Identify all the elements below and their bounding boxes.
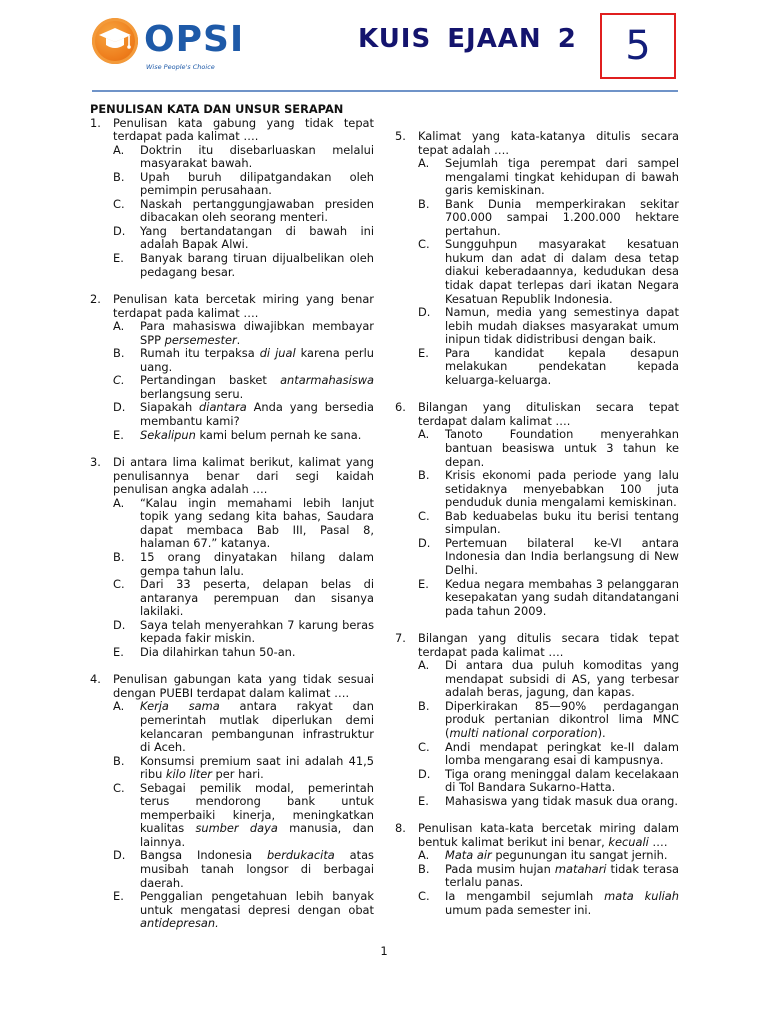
option-label: C. xyxy=(418,739,430,754)
answer-option[interactable] xyxy=(113,320,374,347)
right-column xyxy=(395,103,679,917)
answer-option[interactable] xyxy=(418,198,679,239)
question-number: 5. xyxy=(395,129,406,143)
option-text: 15 orang dinyatakan hilang dalam gempa tahun lalu. xyxy=(140,549,374,578)
question-stem: Di antara lima kalimat berikut, kalimat yang penulisannya benar dari segi kaidah penulisan angka adalah …. xyxy=(113,455,374,497)
question-stem: Penulisan kata gabung yang tidak tepat terdapat pada kalimat …. xyxy=(113,115,374,144)
option-label: D. xyxy=(418,535,431,550)
answer-option[interactable] xyxy=(418,306,679,347)
answer-option[interactable] xyxy=(113,578,374,619)
answer-option[interactable] xyxy=(113,849,374,890)
option-text: Tanoto Foundation menyerahkan bantuan beasiswa untuk 3 tahun ke depan. xyxy=(445,427,679,469)
answer-option[interactable] xyxy=(113,252,374,279)
answer-option[interactable] xyxy=(418,849,679,863)
option-label: A. xyxy=(113,495,125,510)
quiz-title: KUIS EJAAN 2 xyxy=(358,24,577,54)
page-number: 1 xyxy=(380,944,388,958)
answer-option[interactable] xyxy=(113,782,374,850)
option-text: Penggalian pengetahuan lebih banyak untuk mengatasi depresi dengan obat antidepresan. xyxy=(140,889,374,931)
answer-option[interactable] xyxy=(418,768,679,795)
question-stem: Penulisan kata-kata bercetak miring dalam bentuk kalimat berikut ini benar, kecuali …. xyxy=(418,821,679,849)
option-label: A. xyxy=(113,699,125,714)
option-label: E. xyxy=(418,345,429,360)
answer-option[interactable] xyxy=(113,225,374,252)
option-text: Namun, media yang semestinya dapat lebih mudah diakses masyarakat umum inipun tidak didistribusi dengan baik. xyxy=(445,305,679,347)
answer-option[interactable] xyxy=(113,646,374,660)
option-label: C. xyxy=(113,780,125,795)
option-label: C. xyxy=(113,373,125,388)
question-number: 1. xyxy=(90,115,101,130)
option-label: A. xyxy=(418,658,430,673)
score-box xyxy=(600,13,676,79)
option-label: D. xyxy=(418,766,431,781)
answer-option[interactable] xyxy=(418,428,679,469)
answer-option[interactable] xyxy=(418,510,679,537)
option-label: C. xyxy=(113,196,125,211)
option-text: Kedua negara membahas 3 pelanggaran kesepakatan yang sudah ditandatangani pada tahun 2009. xyxy=(445,576,679,618)
option-label: A. xyxy=(113,319,125,334)
option-text: Pertandingan basket antarmahasiswa berlangsung seru. xyxy=(140,373,374,401)
question-item xyxy=(90,673,374,930)
question-gap xyxy=(90,659,374,673)
option-text: Dia dilahirkan tahun 50-an. xyxy=(140,644,296,659)
question-item xyxy=(395,822,679,917)
answer-option[interactable] xyxy=(113,551,374,578)
option-label: B. xyxy=(113,753,125,768)
right-question-list xyxy=(395,130,679,917)
option-text: Di antara dua puluh komoditas yang mendapat subsidi di AS, yang terbesar adalah beras, jagung, dan kapas. xyxy=(445,658,679,700)
answer-option[interactable] xyxy=(418,578,679,619)
answer-option[interactable] xyxy=(113,619,374,646)
option-label: E. xyxy=(418,793,429,808)
option-text: Sejumlah tiga perempat dari sampel mengalami tingkat kehidupan di bawah garis kemiskinan. xyxy=(445,156,679,198)
answer-option[interactable] xyxy=(113,700,374,754)
option-label: B. xyxy=(113,346,125,361)
option-list xyxy=(418,157,679,387)
answer-option[interactable] xyxy=(418,469,679,510)
question-stem: Bilangan yang ditulis secara tidak tepat terdapat pada kalimat …. xyxy=(418,631,679,659)
option-text: “Kalau ingin memahami lebih lanjut topik yang sedang kita bahas, Saudara dapat membaca Bab III, Pasal 8, halaman 67.” katanya. xyxy=(140,495,374,551)
option-label: A. xyxy=(113,142,125,157)
answer-option[interactable] xyxy=(113,890,374,931)
option-text: Krisis ekonomi pada periode yang lalu setidaknya menyebabkan 100 juta penduduk dunia mengalami kemiskinan. xyxy=(445,468,679,510)
logo-wordmark: OPSI xyxy=(144,19,245,60)
question-number: 7. xyxy=(395,631,406,646)
option-text: Konsumsi premium saat ini adalah 41,5 ribu kilo liter per hari. xyxy=(140,753,374,782)
option-label: D. xyxy=(113,223,126,238)
option-label: C. xyxy=(418,237,430,252)
answer-option[interactable] xyxy=(418,741,679,768)
section-title: PENULISAN KATA DAN UNSUR SERAPAN xyxy=(90,102,344,116)
left-question-list xyxy=(90,117,374,931)
answer-option[interactable] xyxy=(418,863,679,890)
question-number: 4. xyxy=(90,672,101,687)
option-label: B. xyxy=(418,861,430,876)
right-column-spacer xyxy=(395,103,679,130)
question-stem: Penulisan gabungan kata yang tidak sesuai dengan PUEBI terdapat dalam kalimat …. xyxy=(113,672,374,700)
answer-option[interactable] xyxy=(113,171,374,198)
option-text: Sungguhpun masyarakat kesatuan hukum dan adat di dalam desa tetap diakui keberadaannya, kedudukan desa tidak dapat terlepas dari ikatan Negara Kesatuan Republik Indonesia. xyxy=(445,237,679,306)
option-text: Rumah itu terpaksa di jual karena perlu uang. xyxy=(140,346,374,374)
option-text: Pada musim hujan matahari tidak terasa terlalu panas. xyxy=(445,861,679,890)
option-list xyxy=(418,428,679,618)
option-text: Bab keduabelas buku itu berisi tentang simpulan. xyxy=(445,508,679,537)
answer-option[interactable] xyxy=(113,374,374,401)
question-stem: Bilangan yang dituliskan secara tepat terdapat dalam kalimat …. xyxy=(418,400,679,428)
question-gap xyxy=(395,808,679,822)
option-label: A. xyxy=(418,427,430,442)
option-text: Para mahasiswa diwajibkan membayar SPP persemester. xyxy=(140,319,374,347)
question-item xyxy=(90,456,374,659)
answer-option[interactable] xyxy=(113,401,374,428)
answer-option[interactable] xyxy=(113,497,374,551)
option-list xyxy=(113,320,374,442)
answer-option[interactable] xyxy=(418,537,679,578)
option-list xyxy=(418,849,679,917)
question-stem: Penulisan kata bercetak miring yang benar terdapat pada kalimat …. xyxy=(113,292,374,320)
option-list xyxy=(418,659,679,808)
answer-option[interactable] xyxy=(418,795,679,809)
question-stem: Kalimat yang kata-katanya ditulis secara tepat adalah …. xyxy=(418,129,679,157)
option-label: D. xyxy=(113,848,126,863)
option-text: Siapakah diantara Anda yang bersedia membantu kami? xyxy=(140,400,374,429)
option-text: Doktrin itu disebarluaskan melalui masyarakat bawah. xyxy=(140,142,374,171)
option-text: Diperkirakan 85—90% perdagangan produk pertanian dikontrol lima MNC (multi national corporation). xyxy=(445,698,679,740)
option-text: Andi mendapat peringkat ke-II dalam lomba mengarang esai di kampusnya. xyxy=(445,739,679,768)
question-number: 2. xyxy=(90,292,101,307)
option-text: Sekalipun kami belum pernah ke sana. xyxy=(140,427,362,442)
answer-option[interactable] xyxy=(418,890,679,917)
option-text: Tiga orang meninggal dalam kecelakaan di Tol Bandara Sukarno-Hatta. xyxy=(445,766,679,795)
option-text: Ia mengambil sejumlah mata kuliah umum pada semester ini. xyxy=(445,888,679,917)
question-number: 3. xyxy=(90,455,101,470)
header-divider xyxy=(92,90,678,92)
question-item xyxy=(395,130,679,387)
question-number: 8. xyxy=(395,821,406,836)
option-text: Dari 33 peserta, delapan belas di antaranya perempuan dan sisanya lakilaki. xyxy=(140,577,374,619)
option-label: B. xyxy=(418,698,430,713)
answer-option[interactable] xyxy=(113,755,374,782)
option-text: Kerja sama antara rakyat dan pemerintah mutlak diperlukan demi kelancaran pembangunan infrastruktur di Aceh. xyxy=(140,699,374,755)
option-text: Yang bertandatangan di bawah ini adalah Bapak Alwi. xyxy=(140,223,374,252)
answer-option[interactable] xyxy=(418,347,679,388)
option-label: D. xyxy=(113,400,126,415)
option-text: Banyak barang tiruan dijualbelikan oleh pedagang besar. xyxy=(140,251,374,279)
option-list xyxy=(113,700,374,930)
opsi-logo xyxy=(92,18,262,78)
option-label: D. xyxy=(113,617,126,632)
option-label: C. xyxy=(418,508,430,523)
question-gap xyxy=(395,618,679,632)
answer-option[interactable] xyxy=(113,144,374,171)
graduation-cap-icon xyxy=(92,18,138,64)
option-label: D. xyxy=(418,305,431,320)
answer-option[interactable] xyxy=(418,659,679,700)
logo-tagline: Wise People's Choice xyxy=(146,63,215,71)
question-number: 6. xyxy=(395,400,406,415)
option-list xyxy=(113,497,374,660)
option-text: Para kandidat kepala desapun melakukan pendekatan kepada keluarga-keluarga. xyxy=(445,345,679,387)
left-column xyxy=(90,103,374,931)
option-label: B. xyxy=(113,549,125,564)
option-text: Pertemuan bilateral ke-VI antara Indonesia dan India berlangsung di New Delhi. xyxy=(445,535,679,577)
option-label: C. xyxy=(113,577,125,592)
option-label: E. xyxy=(113,251,124,266)
option-text: Naskah pertanggungjawaban presiden dibacakan oleh seorang menteri. xyxy=(140,196,374,225)
answer-option[interactable] xyxy=(418,238,679,306)
question-item xyxy=(90,117,374,280)
option-label: A. xyxy=(418,848,430,863)
answer-option[interactable] xyxy=(113,198,374,225)
option-label: B. xyxy=(418,196,430,211)
option-text: Saya telah menyerahkan 7 karung beras kepada fakir miskin. xyxy=(140,617,374,646)
option-label: C. xyxy=(418,888,430,903)
answer-option[interactable] xyxy=(418,700,679,741)
option-text: Bangsa Indonesia berdukacita atas musibah tanah longsor di berbagai daerah. xyxy=(140,848,374,890)
option-list xyxy=(113,144,374,279)
option-text: Sebagai pemilik modal, pemerintah terus mendorong bank untuk memperbaiki kinerja, meningkatkan kualitas sumber daya manusia, dan lainnya. xyxy=(140,780,374,849)
question-gap xyxy=(90,279,374,293)
option-text: Bank Dunia memperkirakan sekitar 700.000 sampai 1.200.000 hektare pertahun. xyxy=(445,196,679,238)
option-text: Mahasiswa yang tidak masuk dua orang. xyxy=(445,793,679,808)
option-label: A. xyxy=(418,156,430,171)
option-label: E. xyxy=(113,427,124,442)
answer-option[interactable] xyxy=(418,157,679,198)
question-item xyxy=(90,293,374,442)
answer-option[interactable] xyxy=(113,347,374,374)
question-gap xyxy=(90,442,374,456)
score-value: 5 xyxy=(625,23,651,69)
option-text: Mata air pegunungan itu sangat jernih. xyxy=(445,848,668,863)
option-label: B. xyxy=(113,169,125,184)
option-text: Upah buruh dilipatgandakan oleh pemimpin perusahaan. xyxy=(140,169,374,198)
question-item xyxy=(395,401,679,618)
option-label: E. xyxy=(113,644,124,659)
answer-option[interactable] xyxy=(113,429,374,443)
option-label: E. xyxy=(418,576,429,591)
question-gap xyxy=(395,387,679,401)
option-label: E. xyxy=(113,889,124,904)
question-item xyxy=(395,632,679,808)
option-label: B. xyxy=(418,468,430,483)
